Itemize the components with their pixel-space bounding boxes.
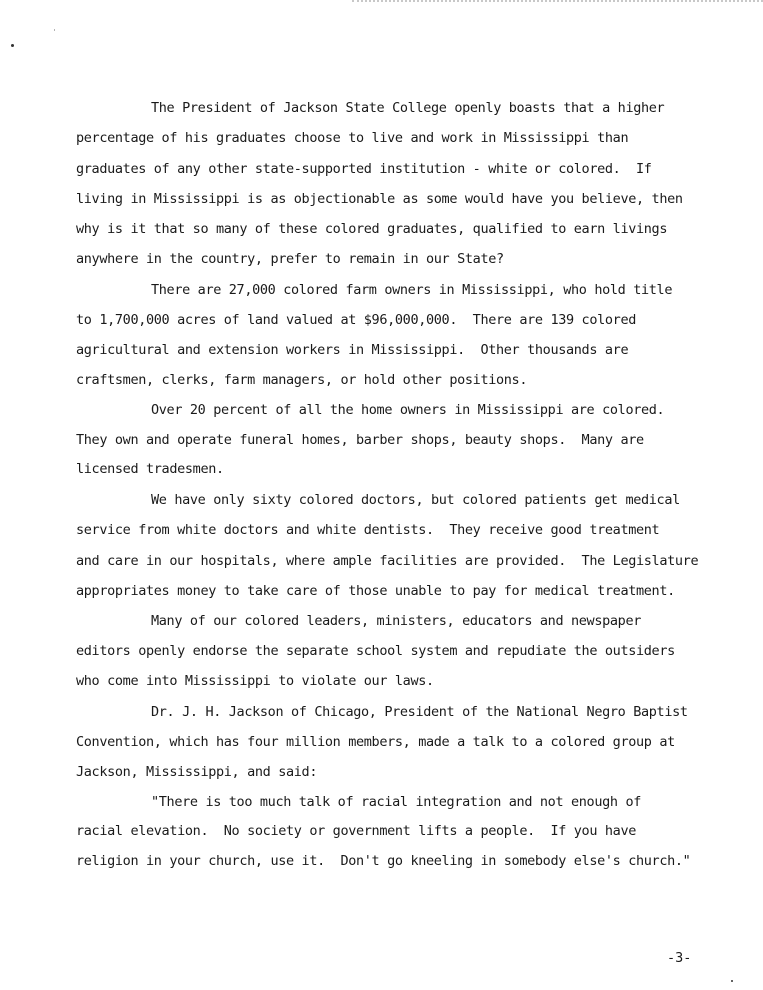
text-line: "There is too much talk of racial integration and not enough of	[151, 794, 641, 810]
page-number: -3-	[667, 950, 692, 966]
text-line: anywhere in the country, prefer to remain in our State?	[76, 251, 504, 267]
text-line: and care in our hospitals, where ample facilities are provided. The Legislature	[76, 553, 699, 569]
text-line: appropriates money to take care of those unable to pay for medical treatment.	[76, 583, 675, 599]
text-line: craftsmen, clerks, farm managers, or hold other positions.	[76, 372, 528, 388]
scan-speck	[11, 44, 14, 47]
text-line: percentage of his graduates choose to live and work in Mississippi than	[76, 130, 629, 146]
text-line: graduates of any other state-supported institution - white or colored. If	[76, 161, 652, 177]
text-line: to 1,700,000 acres of land valued at $96,000,000. There are 139 colored	[76, 312, 636, 328]
scan-speck	[731, 980, 733, 982]
text-line: licensed tradesmen.	[76, 461, 224, 477]
text-line: agricultural and extension workers in Mississippi. Other thousands are	[76, 342, 629, 358]
top-edge-dotted-border	[352, 0, 763, 4]
text-line: The President of Jackson State College openly boasts that a higher	[151, 100, 665, 116]
text-line: Jackson, Mississippi, and said:	[76, 764, 318, 780]
text-line: religion in your church, use it. Don't go kneeling in somebody else's church."	[76, 853, 691, 869]
text-line: Dr. J. H. Jackson of Chicago, President of the National Negro Baptist	[151, 704, 688, 720]
text-line: living in Mississippi is as objectionable as some would have you believe, then	[76, 191, 683, 207]
text-line: Convention, which has four million members, made a talk to a colored group at	[76, 734, 675, 750]
text-line: editors openly endorse the separate school system and repudiate the outsiders	[76, 643, 675, 659]
text-line: racial elevation. No society or government lifts a people. If you have	[76, 823, 636, 839]
text-line: Over 20 percent of all the home owners in Mississippi are colored.	[151, 402, 665, 418]
scan-speck	[54, 29, 55, 31]
text-line: why is it that so many of these colored graduates, qualified to earn livings	[76, 221, 668, 237]
text-line: service from white doctors and white dentists. They receive good treatment	[76, 522, 660, 538]
text-line: They own and operate funeral homes, barber shops, beauty shops. Many are	[76, 432, 644, 448]
text-line: Many of our colored leaders, ministers, educators and newspaper	[151, 613, 641, 629]
text-line: who come into Mississippi to violate our laws.	[76, 673, 434, 689]
text-line: We have only sixty colored doctors, but colored patients get medical	[151, 492, 680, 508]
text-line: There are 27,000 colored farm owners in Mississippi, who hold title	[151, 282, 673, 298]
